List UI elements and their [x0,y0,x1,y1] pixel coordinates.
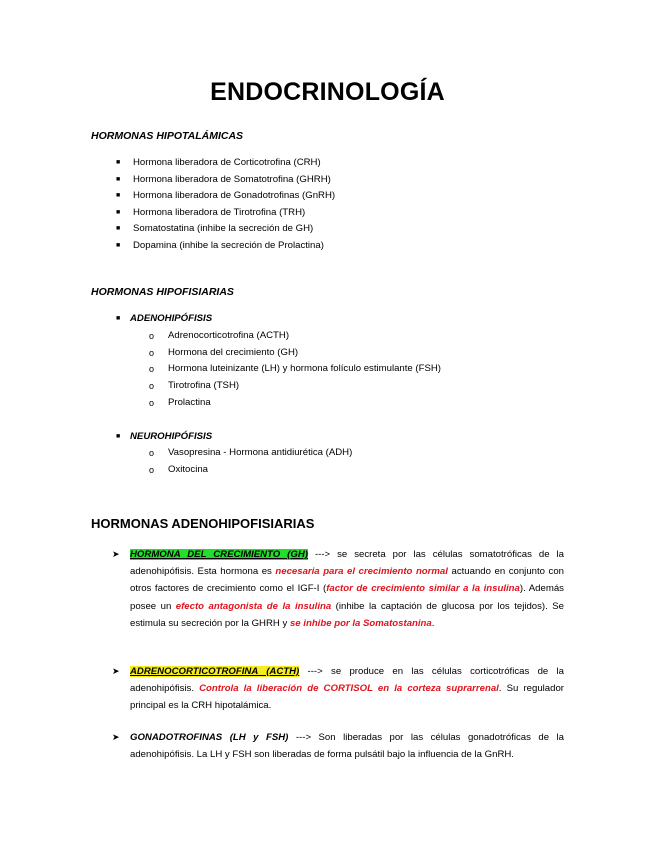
paragraph-gonadotrofinas [130,729,564,763]
paragraph-text: . [431,617,435,629]
section-heading-hipotalamicas: HORMONAS HIPOTALÁMICAS [91,130,244,142]
bullet-circle-icon: o [149,465,155,475]
highlighted-term: ADRENOCORTICOTROFINA (ACTH) [130,666,300,677]
bullet-square-icon: ■ [116,159,121,166]
bullet-circle-icon: o [149,348,155,358]
bullet-square-icon: ■ [116,315,121,322]
list-item: Tirotrofina (TSH) [168,380,240,391]
list-item: Vasopresina - Hormona antidiurética (ADH) [168,447,353,458]
bullet-circle-icon: o [149,364,155,374]
emphasis-text: factor de crecimiento similar a la insulina [326,583,520,595]
section-heading-hipofisiarias: HORMONAS HIPOFISIARIAS [91,286,234,298]
list-item: Hormona del crecimiento (GH) [168,347,299,358]
list-item: Hormona luteinizante (LH) y hormona folículo estimulante (FSH) [168,363,442,374]
paragraph-text: ---> se secreta por las células somatotróficas de la adenohipófisis. Esta hormona es [130,549,564,578]
emphasis-text: Controla la liberación de CORTISOL en la corteza suprarrenal [199,683,499,695]
bullet-square-icon: ■ [116,209,121,216]
bullet-square-icon: ■ [116,192,121,199]
list-item: Oxitocina [168,464,208,475]
list-item: Prolactina [168,397,211,408]
section-heading-adenohipofisiarias: HORMONAS ADENOHIPOFISIARIAS [91,516,315,531]
bullet-square-icon: ■ [116,242,121,249]
bullet-square-icon: ■ [116,176,121,183]
sublist-label-adenohipofisis: ADENOHIPÓFISIS [130,313,213,324]
bullet-square-icon: ■ [116,433,121,440]
bullet-circle-icon: o [149,381,155,391]
list-item: Hormona liberadora de Somatotrofina (GHRH) [133,174,331,185]
paragraph-text: actuando en conjunto con otros factores de crecimiento como el IGF-I ( [130,566,564,595]
sublist-label-neurohipofisis: NEUROHIPÓFISIS [130,431,213,442]
page-title: ENDOCRINOLOGÍA [210,78,445,106]
paragraph-acth [130,663,564,715]
emphasis-text: se inhibe por la Somatostanina [289,617,432,629]
list-item: Hormona liberadora de Gonadotrofinas (GnRH) [133,190,336,201]
list-item: Dopamina (inhibe la secreción de Prolactina) [133,240,324,251]
list-item: Hormona liberadora de Tirotrofina (TRH) [133,207,306,218]
paragraph-text: ---> Son liberadas por las células gonadotróficas de la adenohipófisis. La LH y FSH son liberadas de forma pulsátil bajo la influencia de la GnRH. [130,732,565,761]
paragraph-gh [130,546,564,632]
list-item: Somatostatina (inhibe la secreción de GH) [133,223,314,234]
bullet-circle-icon: o [149,331,155,341]
bullet-square-icon: ■ [116,225,121,232]
list-item: Adrenocorticotrofina (ACTH) [168,330,290,341]
emphasis-text: necesaria para el crecimiento normal [275,566,448,578]
paragraph-text: (inhibe la captación de glucosa por los tejidos). Se estimula su secreción por la GHRH y [130,600,564,629]
paragraph-text: ---> se produce en las células corticotróficas de la adenohipófisis. [130,666,564,695]
paragraph-text: ). Además posee un [130,583,564,612]
emphasis-text: efecto antagonista de la insulina [175,600,332,612]
bullet-circle-icon: o [149,398,155,408]
list-item: Hormona liberadora de Corticotrofina (CRH) [133,157,321,168]
arrow-bullet-icon: ➤ [112,732,120,742]
paragraph-text: . Su regulador principal es la CRH hipotalámica. [130,683,564,712]
arrow-bullet-icon: ➤ [112,549,120,559]
bullet-circle-icon: o [149,448,155,458]
term-bold-italic: GONADOTROFINAS (LH y FSH) [130,732,289,743]
arrow-bullet-icon: ➤ [112,666,120,676]
highlighted-term: HORMONA DEL CRECIMIENTO (GH) [130,549,308,560]
